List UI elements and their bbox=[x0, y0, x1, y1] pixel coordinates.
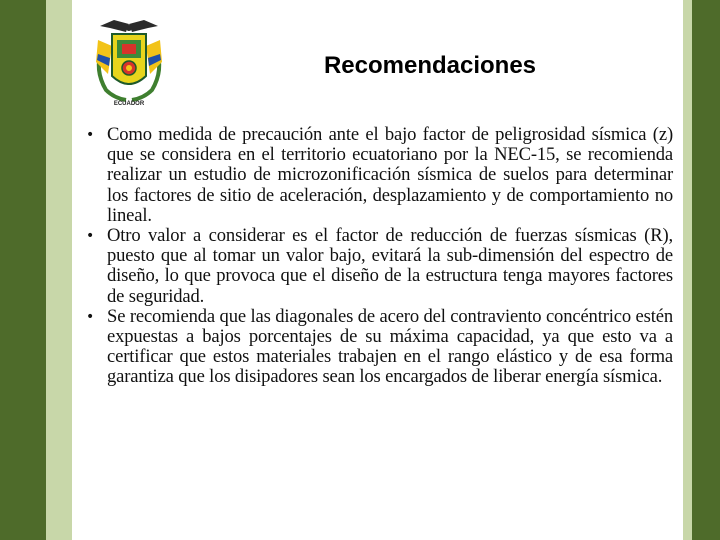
right-border-dark bbox=[692, 0, 720, 540]
svg-text:ECUADOR: ECUADOR bbox=[113, 101, 145, 107]
list-item bbox=[80, 125, 673, 226]
institution-crest-logo bbox=[84, 18, 174, 110]
list-item bbox=[80, 226, 673, 307]
left-border-light bbox=[46, 0, 72, 540]
list-item bbox=[80, 307, 673, 388]
recommendations-list bbox=[80, 125, 673, 388]
left-border-dark bbox=[0, 0, 46, 540]
list-item-text: Como medida de precaución ante el bajo factor de peligrosidad sísmica (z) que se considera en el territorio ecuatoriano por la NEC-15, se recomienda realizar un estudio de microzonificación sísmica de suelos para determinar los factores de sitio de aceleración, desplazamiento y de comportamiento no lineal. bbox=[107, 124, 673, 226]
list-item-text: Se recomienda que las diagonales de acero del contraviento concéntrico estén expuestas a bajos porcentajes de su máxima capacidad, ya que esto va a certificar que estos materiales trabajen en el rango elástico y de esa forma garantiza que los disipadores sean los encargados de liberar energía sísmica. bbox=[107, 305, 673, 388]
bullet-dot-icon: • bbox=[86, 127, 95, 143]
slide-title: Recomendaciones bbox=[323, 52, 537, 79]
right-border-light bbox=[683, 0, 692, 540]
bullet-dot-icon: • bbox=[86, 228, 95, 245]
list-item-text: Otro valor a considerar es el factor de reducción de fuerzas sísmicas (R), puesto que al tomar un valor bajo, evitará la sub-dimensión del espectro de diseño, lo que provoca que el diseño de la estructura tenga mayores factores de seguridad. bbox=[107, 225, 673, 307]
bullet-dot-icon: • bbox=[86, 308, 95, 325]
